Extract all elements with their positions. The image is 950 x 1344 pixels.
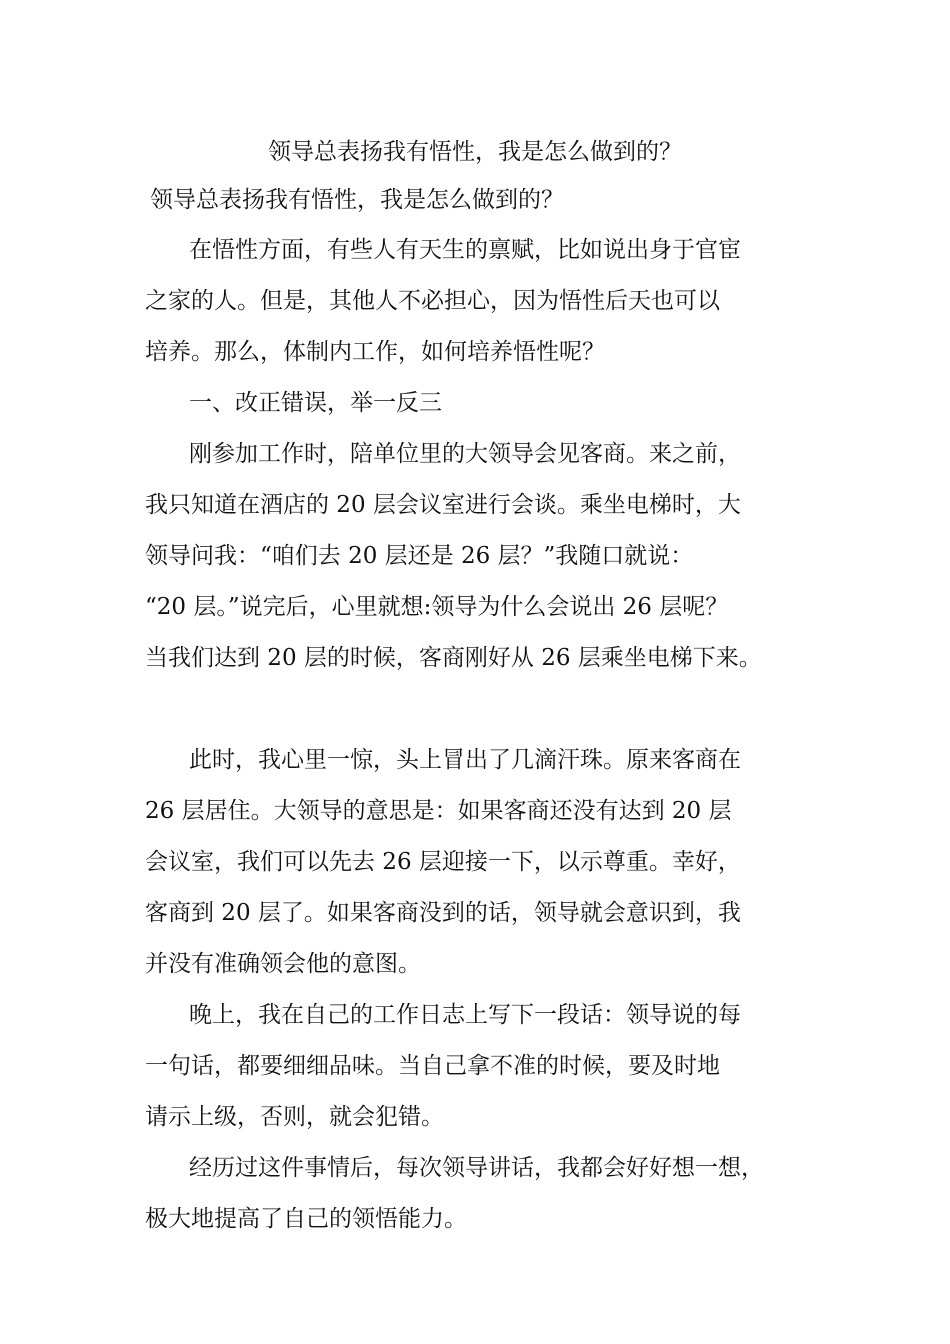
paragraph-line: 当我们达到 20 层的时候，客商刚好从 26 层乘坐电梯下来。: [145, 645, 762, 671]
paragraph-line: 一句话，都要细细品味。当自己拿不准的时候，要及时地: [145, 1053, 720, 1079]
paragraph-line: 我只知道在酒店的 20 层会议室进行会谈。乘坐电梯时，大: [145, 492, 741, 518]
paragraph-line: 经历过这件事情后，每次领导讲话，我都会好好想一想，: [189, 1155, 764, 1181]
paragraph-line: 领导问我：“咱们去 20 层还是 26 层？”我随口就说：: [145, 543, 694, 569]
paragraph-line: 在悟性方面，有些人有天生的禀赋，比如说出身于官宦: [189, 237, 741, 263]
paragraph-line: 请示上级，否则，就会犯错。: [145, 1104, 444, 1130]
paragraph-line: 客商到 20 层了。如果客商没到的话，领导就会意识到，我: [145, 900, 741, 926]
paragraph-line: “20 层。”说完后，心里就想:领导为什么会说出 26 层呢？: [145, 594, 729, 620]
paragraph-line: 并没有准确领会他的意图。: [145, 951, 421, 977]
paragraph-line: 晚上，我在自己的工作日志上写下一段话：领导说的每: [189, 1002, 741, 1028]
paragraph-line: 此时，我心里一惊，头上冒出了几滴汗珠。原来客商在: [189, 747, 741, 773]
section-heading: 一、改正错误，举一反三: [189, 390, 442, 416]
blank-line: [145, 689, 835, 740]
paragraph-line: 刚参加工作时，陪单位里的大领导会见客商。来之前，: [189, 441, 741, 467]
document-body: [145, 230, 835, 1250]
paragraph-line: 26 层居住。大领导的意思是：如果客商还没有达到 20 层: [145, 798, 732, 824]
paragraph-line: 之家的人。但是，其他人不必担心，因为悟性后天也可以: [145, 288, 720, 314]
paragraph-line: 会议室，我们可以先去 26 层迎接一下，以示尊重。幸好，: [145, 849, 741, 875]
document-title: 领导总表扬我有悟性，我是怎么做到的？: [268, 139, 682, 165]
paragraph-line: 极大地提高了自己的领悟能力。: [145, 1206, 467, 1232]
document-subtitle: 领导总表扬我有悟性，我是怎么做到的？: [150, 187, 564, 213]
paragraph-line: 培养。那么，体制内工作，如何培养悟性呢？: [145, 339, 605, 365]
